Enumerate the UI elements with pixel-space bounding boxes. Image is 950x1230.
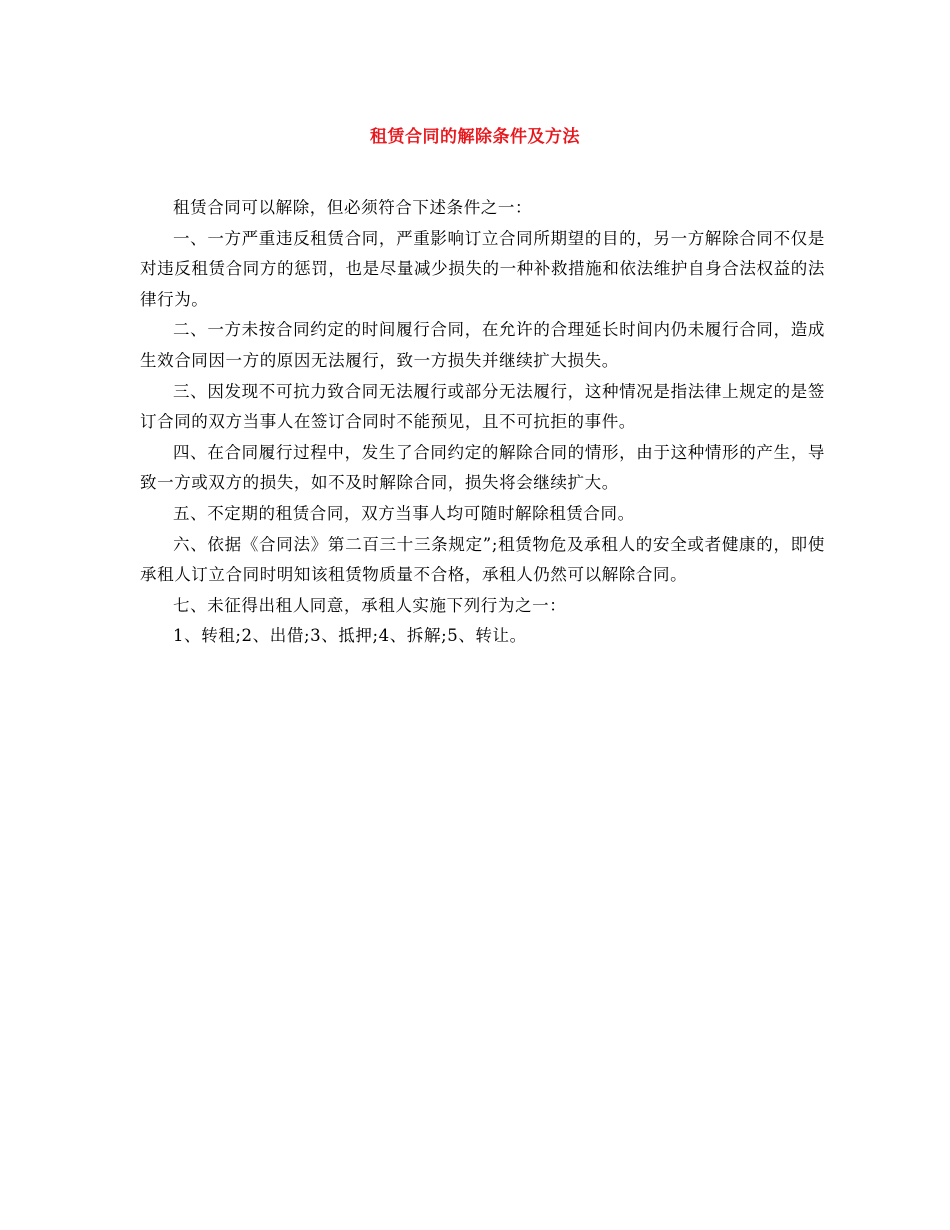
paragraph-condition-6: 六、依据《合同法》第二百三十三条规定”;租赁物危及承租人的安全或者健康的，即使承租人订立合同时明知该租赁物质量不合格，承租人仍然可以解除合同。 [140, 534, 825, 585]
paragraph-condition-4: 四、在合同履行过程中，发生了合同约定的解除合同的情形，由于这种情形的产生，导致一方或双方的损失，如不及时解除合同，损失将会继续扩大。 [140, 442, 825, 493]
paragraph-intro: 租赁合同可以解除，但必须符合下述条件之一： [173, 198, 533, 217]
paragraph-condition-7-items: 1、转租;2、出借;3、抵押;4、拆解;5、转让。 [173, 626, 527, 646]
document-body [140, 193, 825, 652]
paragraph-condition-2: 二、一方未按合同约定的时间履行合同，在允许的合理延长时间内仍未履行合同，造成生效合同因一方的原因无法履行，致一方损失并继续扩大损失。 [140, 320, 825, 370]
paragraph-condition-1: 一、一方严重违反租赁合同，严重影响订立合同所期望的目的，另一方解除合同不仅是对违反租赁合同方的惩罚，也是尽量减少损失的一种补救措施和依法维护自身合法权益的法律行为。 [140, 228, 825, 309]
document-title: 租赁合同的解除条件及方法 [370, 127, 580, 147]
paragraph-condition-5: 五、不定期的租赁合同，双方当事人均可随时解除租赁合同。 [173, 503, 635, 523]
paragraph-condition-7: 七、未征得出租人同意，承租人实施下列行为之一： [173, 595, 567, 615]
paragraph-condition-3: 三、因发现不可抗力致合同无法履行或部分无法履行，这种情况是指法律上规定的是签订合同的双方当事人在签订合同时不能预见，且不可抗拒的事件。 [140, 381, 825, 432]
